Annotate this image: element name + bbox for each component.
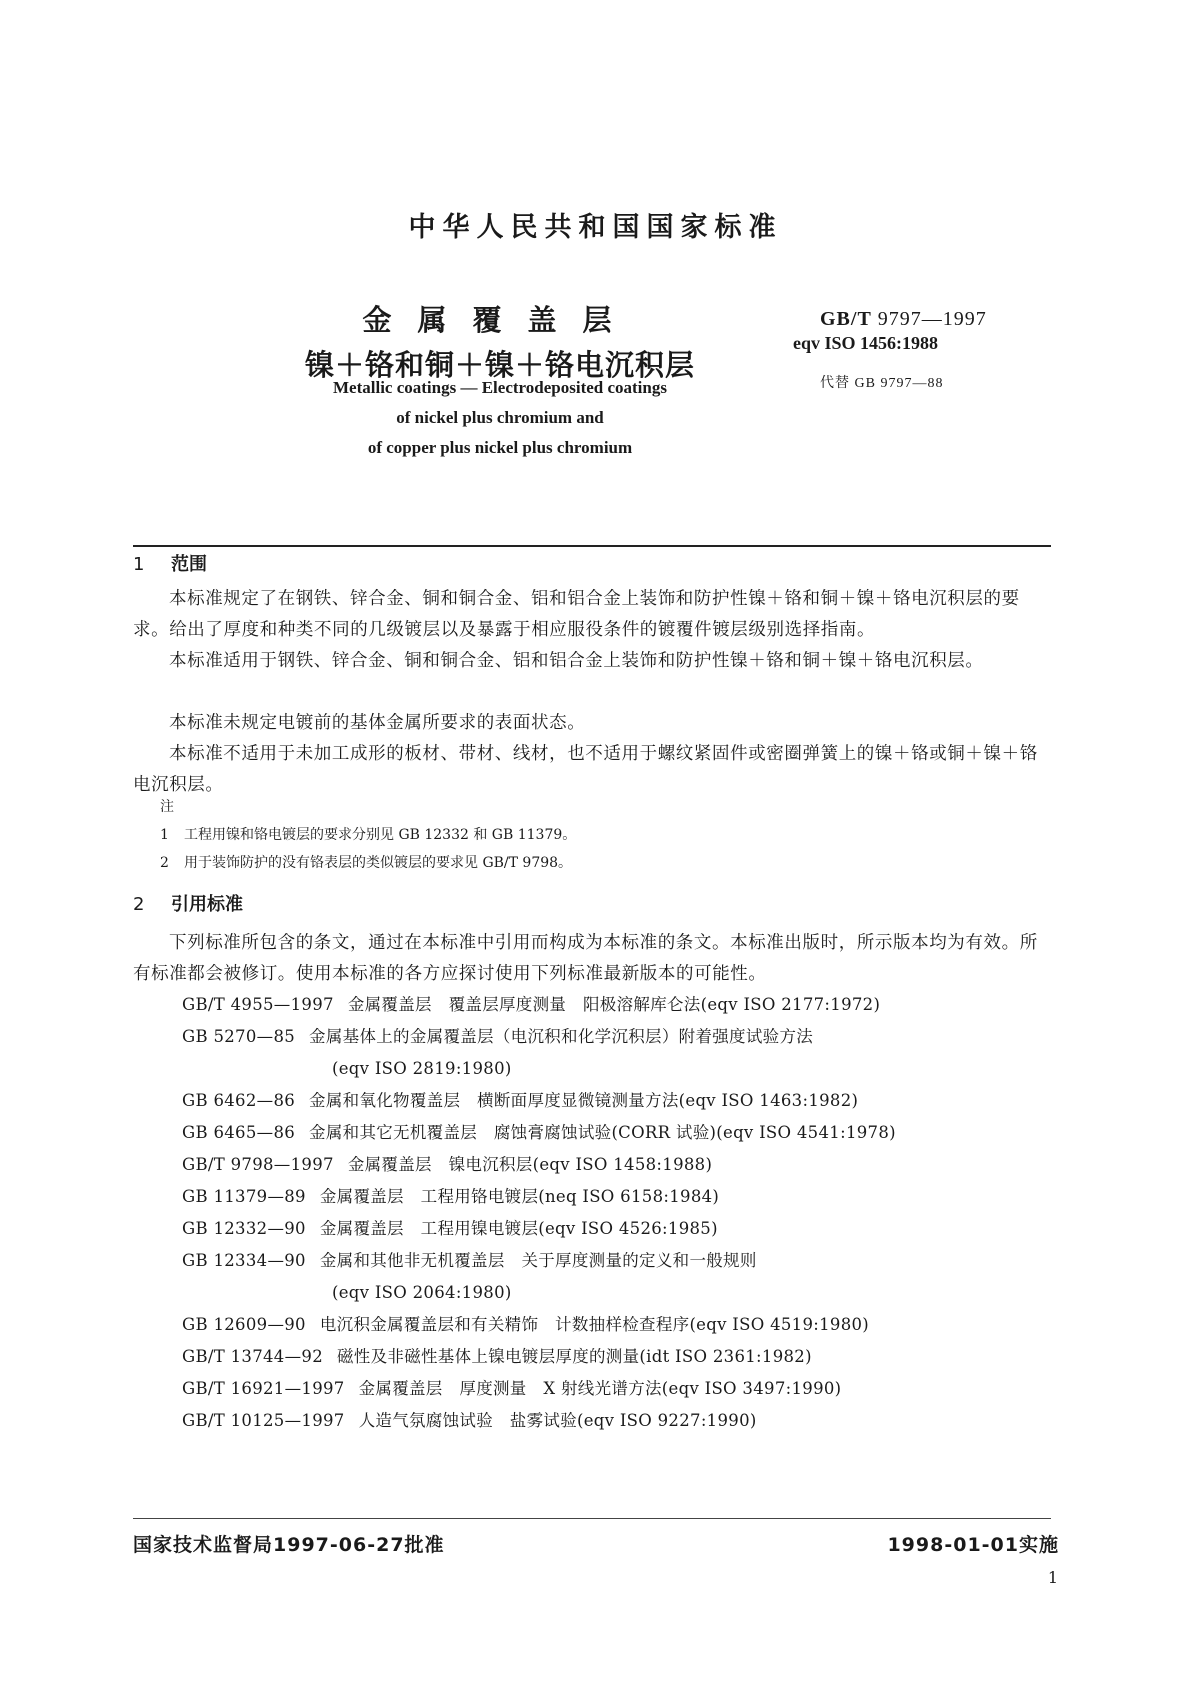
section-1-heading — [133, 550, 207, 576]
header-divider — [133, 545, 1051, 547]
section-2-intro: 下列标准所包含的条文，通过在本标准中引用而构成为本标准的条文。本标准出版时，所示版本均为有效。所有标准都会被修订。使用本标准的各方应探讨使用下列标准最新版本的可能性。 — [133, 933, 1038, 984]
title-en-line1: Metallic coatings — Electrodeposited coatings — [333, 378, 667, 397]
reference-item: GB/T 10125—1997 人造气氛腐蚀试验 盐雾试验(eqv ISO 9227:1990) — [182, 1411, 757, 1430]
section-1-paragraph-1: 本标准规定了在钢铁、锌合金、铜和铜合金、铝和铝合金上装饰和防护性镍＋铬和铜＋镍＋铬电沉积层的要求。给出了厚度和种类不同的几级镀层以及暴露于相应服役条件的镀覆件镀层级别选择指南。 — [133, 589, 1020, 640]
replaces-code: 代替 GB 9797—88 — [820, 376, 944, 391]
reference-item: GB 12609—90 电沉积金属覆盖层和有关精饰 计数抽样检查程序(eqv ISO 4519:1980) — [182, 1315, 870, 1334]
section-2-heading — [133, 890, 243, 916]
reference-item: GB 12334—90 金属和其他非无机覆盖层 关于厚度测量的定义和一般规则 — [182, 1251, 757, 1270]
section-2-title: 引用标准 — [171, 894, 243, 915]
section-1-title: 范围 — [171, 554, 207, 575]
effective-date: 1998-01-01实施 — [887, 1534, 1059, 1556]
standard-code-number: 9797—1997 — [877, 308, 987, 330]
title-zh-line2: 镍＋铬和铜＋镍＋铬电沉积层 — [304, 348, 695, 382]
section-1-number: 1 — [133, 554, 145, 575]
reference-item: GB 6465—86 金属和其它无机覆盖层 腐蚀膏腐蚀试验(CORR 试验)(eqv ISO 4541:1978) — [182, 1123, 896, 1142]
title-en-line3: of copper plus nickel plus chromium — [367, 438, 633, 457]
reference-continuation: (eqv ISO 2819:1980) — [332, 1059, 512, 1078]
reference-item: GB 6462—86 金属和氧化物覆盖层 横断面厚度显微镜测量方法(eqv ISO 1463:1982) — [182, 1091, 859, 1110]
standard-code — [820, 308, 987, 331]
reference-item: GB 11379—89 金属覆盖层 工程用铬电镀层(neq ISO 6158:1984) — [182, 1187, 720, 1206]
equivalence-code — [793, 333, 938, 354]
section-2-number: 2 — [133, 894, 145, 915]
standard-header: 中华人民共和国国家标准 — [408, 212, 783, 243]
reference-item: GB 5270—85 金属基体上的金属覆盖层（电沉积和化学沉积层）附着强度试验方法 — [182, 1027, 814, 1046]
footer-divider — [133, 1518, 1051, 1519]
section-1-paragraph-3: 本标准未规定电镀前的基体金属所要求的表面状态。 — [169, 713, 586, 733]
section-1-notes — [160, 796, 576, 880]
approval-date: 国家技术监督局1997-06-27批准 — [133, 1534, 445, 1556]
section-1-paragraph-4: 本标准不适用于未加工成形的板材、带材、线材，也不适用于螺纹紧固件或密圈弹簧上的镍＋铬或铜＋镍＋铬电沉积层。 — [133, 744, 1038, 795]
reference-item: GB/T 4955—1997 金属覆盖层 覆盖层厚度测量 阳极溶解库仑法(eqv ISO 2177:1972) — [182, 995, 881, 1014]
reference-item: GB 12332—90 金属覆盖层 工程用镍电镀层(eqv ISO 4526:1985) — [182, 1219, 718, 1238]
reference-item: GB/T 13744—92 磁性及非磁性基体上镍电镀层厚度的测量(idt ISO 2361:1982) — [182, 1347, 812, 1366]
note-item: 2 用于装饰防护的没有铬表层的类似镀层的要求见 GB/T 9798。 — [160, 855, 573, 871]
note-label: 注 — [160, 799, 174, 815]
standard-code-prefix: GB/T — [820, 308, 872, 330]
reference-list — [182, 989, 1051, 1437]
reference-continuation: (eqv ISO 2064:1980) — [332, 1283, 512, 1302]
reference-item: GB/T 9798—1997 金属覆盖层 镍电沉积层(eqv ISO 1458:1988) — [182, 1155, 713, 1174]
equivalence-standard: ISO 1456:1988 — [824, 333, 939, 353]
title-en-line2: of nickel plus chromium and — [396, 408, 604, 427]
note-item: 1 工程用镍和铬电镀层的要求分别见 GB 12332 和 GB 11379。 — [160, 827, 577, 843]
equivalence-prefix: eqv — [793, 333, 820, 353]
title-zh-line1: 金属覆盖层 — [362, 303, 638, 337]
reference-item: GB/T 16921—1997 金属覆盖层 厚度测量 X 射线光谱方法(eqv ISO 3497:1990) — [182, 1379, 842, 1398]
section-1-paragraph-2: 本标准适用于钢铁、锌合金、铜和铜合金、铝和铝合金上装饰和防护性镍＋铬和铜＋镍＋铬电沉积层。 — [169, 651, 984, 671]
page-number: 1 — [1047, 1568, 1058, 1587]
